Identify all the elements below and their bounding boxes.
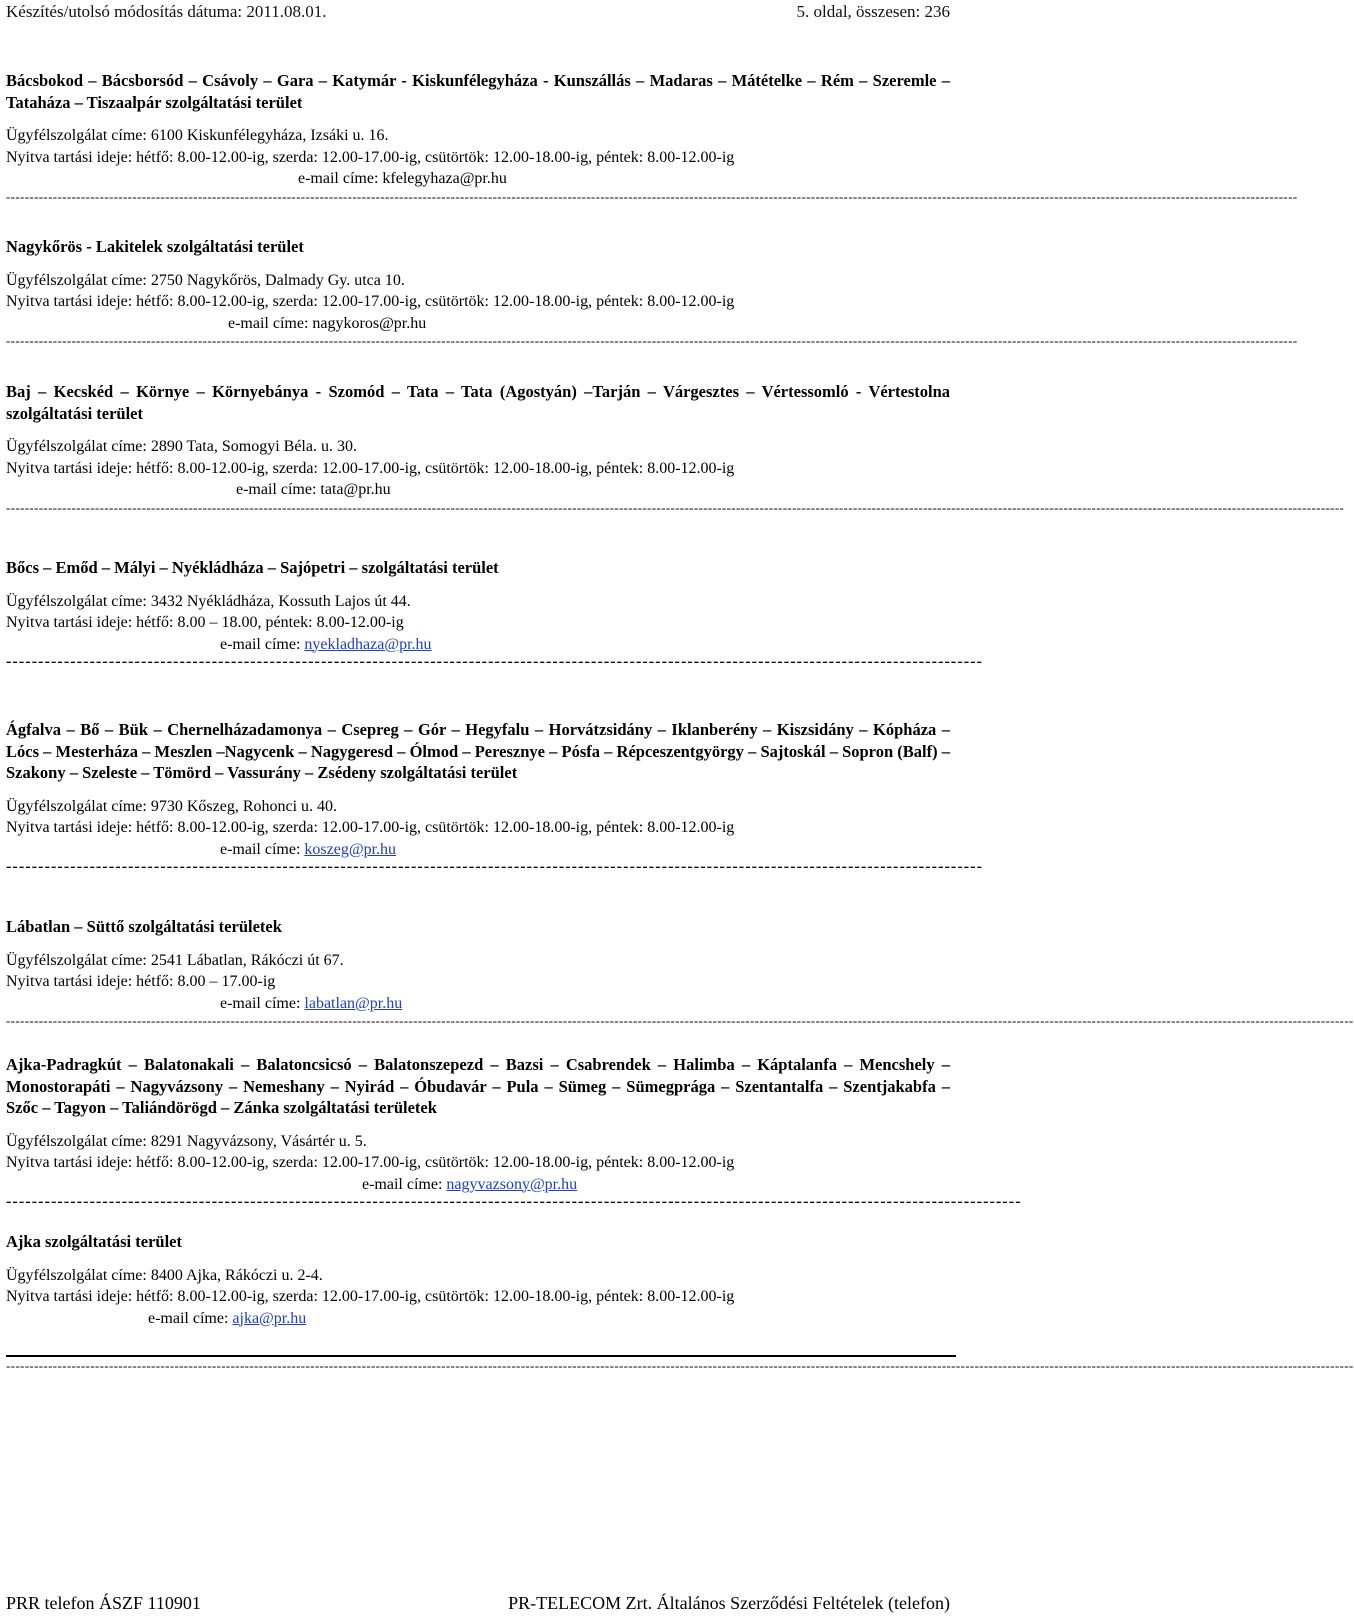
opening-hours: Nyitva tartási ideje: hétfő: 8.00 – 17.00-ig xyxy=(6,973,276,990)
separator-line: ------------------------------------------------------------------------------------------------------------------------------------------------------------------------------------------------------------------------------------------------------------------------------------------------ xyxy=(6,1358,1354,1373)
email-label: e-mail címe: xyxy=(148,1309,229,1327)
service-area-section xyxy=(6,557,984,670)
email-line xyxy=(6,1308,956,1330)
footer-doc-code: PRR telefon ÁSZF 110901 xyxy=(6,1593,201,1613)
email-label: e-mail címe: xyxy=(362,1175,443,1193)
section-title: Bácsbokod – Bácsborsód – Csávoly – Gara – Katymár - Kiskunfélegyháza - Kunszállás – Madaras – Mátételke – Rém – Szeremle – Tataháza – Tiszaalpár szolgáltatási terület xyxy=(6,71,950,112)
opening-hours: Nyitva tartási ideje: hétfő: 8.00-12.00-ig, szerda: 12.00-17.00-ig, csütörtök: 12.00-18.00-ig, péntek: 8.00-12.00-ig xyxy=(6,1154,735,1171)
service-area-section xyxy=(6,236,1298,348)
office-address: Ügyfélszolgálat címe: 2541 Lábatlan, Rákóczi út 67. xyxy=(6,951,344,969)
email-address: kfelegyhaza@pr.hu xyxy=(382,170,507,187)
opening-hours: Nyitva tartási ideje: hétfő: 8.00-12.00-ig, szerda: 12.00-17.00-ig, csütörtök: 12.00-18.00-ig, péntek: 8.00-12.00-ig xyxy=(6,459,735,477)
opening-hours: Nyitva tartási ideje: hétfő: 8.00-12.00-ig, szerda: 12.00-17.00-ig, csütörtök: 12.00-18.00-ig, péntek: 8.00-12.00-ig xyxy=(6,1288,735,1305)
email-link[interactable]: labatlan@pr.hu xyxy=(304,994,403,1012)
email-label: e-mail címe: xyxy=(220,840,301,858)
opening-hours: Nyitva tartási ideje: hétfő: 8.00 – 18.00, péntek: 8.00-12.00-ig xyxy=(6,614,404,631)
service-area-section xyxy=(6,1054,1022,1210)
section-title: Nagykőrös - Lakitelek szolgáltatási terület xyxy=(6,237,304,256)
section-title: Ajka-Padragkút – Balatonakali – Balatoncsicsó – Balatonszepezd – Bazsi – Csabrendek – Halimba – Káptalanfa – Mencshely – Monostorapáti – Nagyvázsony – Nemeshany – Nyirád – Óbudavár – Pula – Sümeg – Sümegprága – Szentantalfa – Szentjakabfa – Szőc – Tagyon – Taliándörögd – Zánka szolgáltatási területek xyxy=(6,1055,950,1117)
separator-line: ------------------------------------------------------------------------------------------------------------------------------------------------------------------------------------------------------------------------------------------------------------------------------------ xyxy=(6,188,1298,204)
email-line xyxy=(6,1174,956,1196)
separator-line: -------------------------------------------------------------------------------------------------------------------------------------------------------- xyxy=(6,653,984,670)
separator-line: ------------------------------------------------------------------------------------------------------------------------------------------------------------------------------------------------------------------------------------------------------------------------------------ xyxy=(6,333,1298,348)
office-address: Ügyfélszolgálat címe: 6100 Kiskunfélegyháza, Izsáki u. 16. xyxy=(6,127,389,144)
email-link[interactable]: ajka@pr.hu xyxy=(232,1309,307,1327)
email-link[interactable]: koszeg@pr.hu xyxy=(304,840,397,858)
email-line xyxy=(6,313,956,335)
email-link[interactable]: nagyvazsony@pr.hu xyxy=(446,1175,578,1193)
email-label: e-mail címe: xyxy=(236,481,317,498)
office-address: Ügyfélszolgálat címe: 3432 Nyékládháza, Kossuth Lajos út 44. xyxy=(6,592,411,610)
opening-hours: Nyitva tartási ideje: hétfő: 8.00-12.00-ig, szerda: 12.00-17.00-ig, csütörtök: 12.00-18.00-ig, péntek: 8.00-12.00-ig xyxy=(6,293,735,310)
section-title: Lábatlan – Süttő szolgáltatási területek xyxy=(6,917,282,936)
header-date: Készítés/utolsó módosítás dátuma: 2011.08.01. xyxy=(6,2,327,21)
email-label: e-mail címe: xyxy=(220,994,301,1012)
separator-line: -------------------------------------------------------------------------------------------------------------------------------------------------------------- xyxy=(6,1193,1022,1210)
email-line xyxy=(6,839,956,861)
service-area-section xyxy=(6,719,984,875)
service-area-section xyxy=(6,916,1354,1028)
email-address: nagykoros@pr.hu xyxy=(312,314,427,332)
email-line xyxy=(6,479,956,501)
section-title: Bőcs – Emőd – Mályi – Nyékládháza – Sajópetri – szolgáltatási terület xyxy=(6,558,499,577)
email-line xyxy=(6,634,956,656)
section-title: Ágfalva – Bő – Bük – Chernelházadamonya – Csepreg – Gór – Hegyfalu – Horvátzsidány – Iklanberény – Kiszsidány – Kópháza – Lócs – Mesterháza – Meszlen –Nagycenk – Nagygeresd – Ólmod – Peresznye – Pósfa – Répceszentgyörgy – Sajtoskál – Sopron (Balf) – Szakony – Szeleste – Tömörd – Vassurány – Zsédeny szolgáltatási terület xyxy=(6,720,950,782)
office-address: Ügyfélszolgálat címe: 8291 Nagyvázsony, Vásártér u. 5. xyxy=(6,1132,367,1150)
office-address: Ügyfélszolgálat címe: 9730 Kőszeg, Rohonci u. 40. xyxy=(6,797,338,815)
opening-hours: Nyitva tartási ideje: hétfő: 8.00-12.00-ig, szerda: 12.00-17.00-ig, csütörtök: 12.00-18.00-ig, péntek: 8.00-12.00-ig xyxy=(6,148,735,166)
footer-doc-title: PR-TELECOM Zrt. Általános Szerződési Feltételek (telefon) xyxy=(508,1593,950,1613)
closing-separator xyxy=(6,1355,1354,1373)
separator-line: ---------------------------------------------------------------------------------------------------------------------------------------------------------------------------------------------------------------------------------------------------------------------------------------------- xyxy=(6,499,1345,515)
page-header xyxy=(6,2,956,24)
email-label: e-mail címe: xyxy=(298,170,379,187)
email-link[interactable]: nyekladhaza@pr.hu xyxy=(304,635,432,653)
email-line xyxy=(6,993,956,1015)
office-address: Ügyfélszolgálat címe: 8400 Ajka, Rákóczi u. 2-4. xyxy=(6,1266,323,1284)
header-page-number: 5. oldal, összesen: 236 xyxy=(796,2,950,21)
service-area-section xyxy=(6,70,1298,204)
email-address: tata@pr.hu xyxy=(320,481,391,498)
office-address: Ügyfélszolgálat címe: 2750 Nagykőrös, Dalmady Gy. utca 10. xyxy=(6,271,405,289)
horizontal-rule xyxy=(6,1355,956,1357)
section-title: Ajka szolgáltatási terület xyxy=(6,1232,182,1251)
email-label: e-mail címe: xyxy=(220,635,301,653)
email-line xyxy=(6,168,956,190)
separator-line: -------------------------------------------------------------------------------------------------------------------------------------------------------- xyxy=(6,858,984,875)
service-area-section xyxy=(6,381,1345,515)
opening-hours: Nyitva tartási ideje: hétfő: 8.00-12.00-ig, szerda: 12.00-17.00-ig, csütörtök: 12.00-18.00-ig, péntek: 8.00-12.00-ig xyxy=(6,819,735,836)
office-address: Ügyfélszolgálat címe: 2890 Tata, Somogyi Béla. u. 30. xyxy=(6,438,357,455)
service-area-section xyxy=(6,1231,956,1329)
email-label: e-mail címe: xyxy=(228,314,309,332)
separator-line: ------------------------------------------------------------------------------------------------------------------------------------------------------------------------------------------------------------------------------------------------------------------------------------------------ xyxy=(6,1013,1354,1028)
section-title: Baj – Kecskéd – Környe – Környebánya - Szomód – Tata – Tata (Agostyán) –Tarján – Várgesztes – Vértessomló - Vértestolna szolgáltatási terület xyxy=(6,382,950,423)
